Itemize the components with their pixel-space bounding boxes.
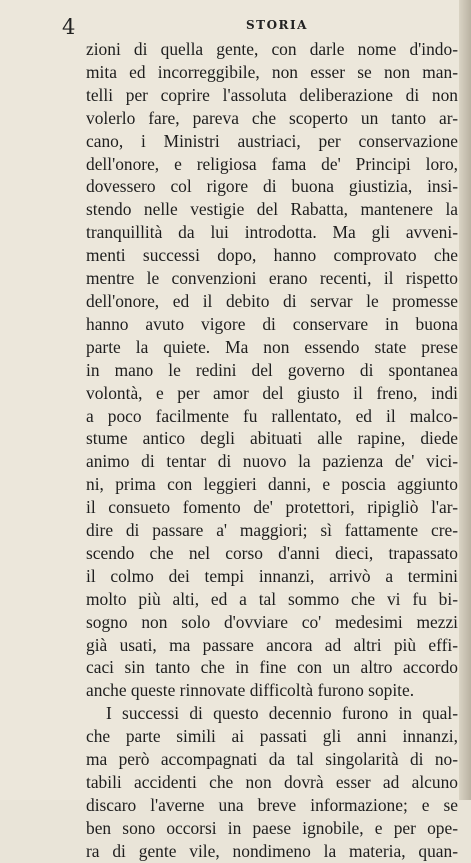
body-text xyxy=(86,38,458,863)
text-line: ni, prima con leggieri danni, e poscia aggiunto xyxy=(86,474,458,495)
text-line: I successi di questo decennio furono in qual- xyxy=(106,703,458,724)
text-line: menti successi dopo, hanno comprovato che xyxy=(86,245,458,266)
text-line: dire di passare a' maggiori; sì fattamente cre- xyxy=(86,520,458,541)
text-line: anche queste rinnovate difficoltà furono sopite. xyxy=(86,680,415,701)
text-line: che parte simili ai passati gli anni innanzi, xyxy=(86,726,458,747)
text-line: a poco facilmente fu rallentato, ed il malco- xyxy=(86,405,458,426)
text-line: dovessero col rigore di buona giustizia, insi- xyxy=(86,176,458,197)
text-line: dell'onore, ed il debito di servar le promesse xyxy=(86,290,458,311)
text-line: zioni di quella gente, con darle nome d'indo- xyxy=(86,39,458,59)
running-head: STORIA xyxy=(246,18,308,32)
text-line: il colmo dei tempi innanzi, arrivò a termini xyxy=(86,565,458,586)
text-line: telli per coprire l'assoluta deliberazione di non xyxy=(86,84,458,105)
page-header xyxy=(62,14,442,40)
page-number: 4 xyxy=(62,15,76,39)
text-line: cano, i Ministri austriaci, per conservazione xyxy=(86,130,458,151)
text-line: tranquillità da lui introdotta. Ma gli avveni- xyxy=(86,222,458,243)
text-line: discaro l'averne una breve informazione; e se xyxy=(86,794,458,815)
text-line: mita ed incorreggibile, non esser se non man- xyxy=(86,61,458,82)
text-line: volontà, e per amor del giusto il freno, indi xyxy=(86,382,458,403)
text-line: ben sono occorsi in paese ignobile, e per ope- xyxy=(86,817,458,838)
text-line: in mano le redini del governo di spontanea xyxy=(86,359,458,380)
text-line: sogno non solo d'ovviare co' medesimi mezzi xyxy=(86,611,458,632)
text-line: già usati, ma passare ancora ad altri più effi- xyxy=(86,634,458,655)
text-line: stume antico degli abituati alle rapine, diede xyxy=(86,428,458,449)
text-line: animo di tentar di nuovo la pazienza de' vici- xyxy=(86,451,458,472)
page-edge xyxy=(459,0,471,800)
text-line: parte la quiete. Ma non essendo state prese xyxy=(86,336,458,357)
text-line: mentre le convenzioni erano recenti, il rispetto xyxy=(86,268,458,289)
text-line: volerlo fare, pareva che scoperto un tanto ar- xyxy=(86,107,458,128)
text-line: il consueto fomento de' protettori, ripigliò l'ar- xyxy=(86,497,458,518)
text-line: scendo che nel corso d'anni dieci, trapassato xyxy=(86,542,458,563)
text-line: caci sin tanto che in fine con un altro accordo xyxy=(86,657,458,678)
text-line: ma però accompagnati da tal singolarità di no- xyxy=(86,749,458,770)
text-line: stendo nelle vestigie del Rabatta, mantenere la xyxy=(86,199,458,220)
text-line: dell'onore, e religiosa fama de' Principi loro, xyxy=(86,153,458,174)
text-line: hanno avuto vigore di conservare in buona xyxy=(86,313,458,334)
text-line: tabili accidenti che non dovrà esser ad alcuno xyxy=(86,772,458,792)
text-line: ra di gente vile, nondimeno la materia, quan- xyxy=(86,840,458,861)
text-line: molto più alti, ed a tal sommo che vi fu bi- xyxy=(86,588,458,609)
